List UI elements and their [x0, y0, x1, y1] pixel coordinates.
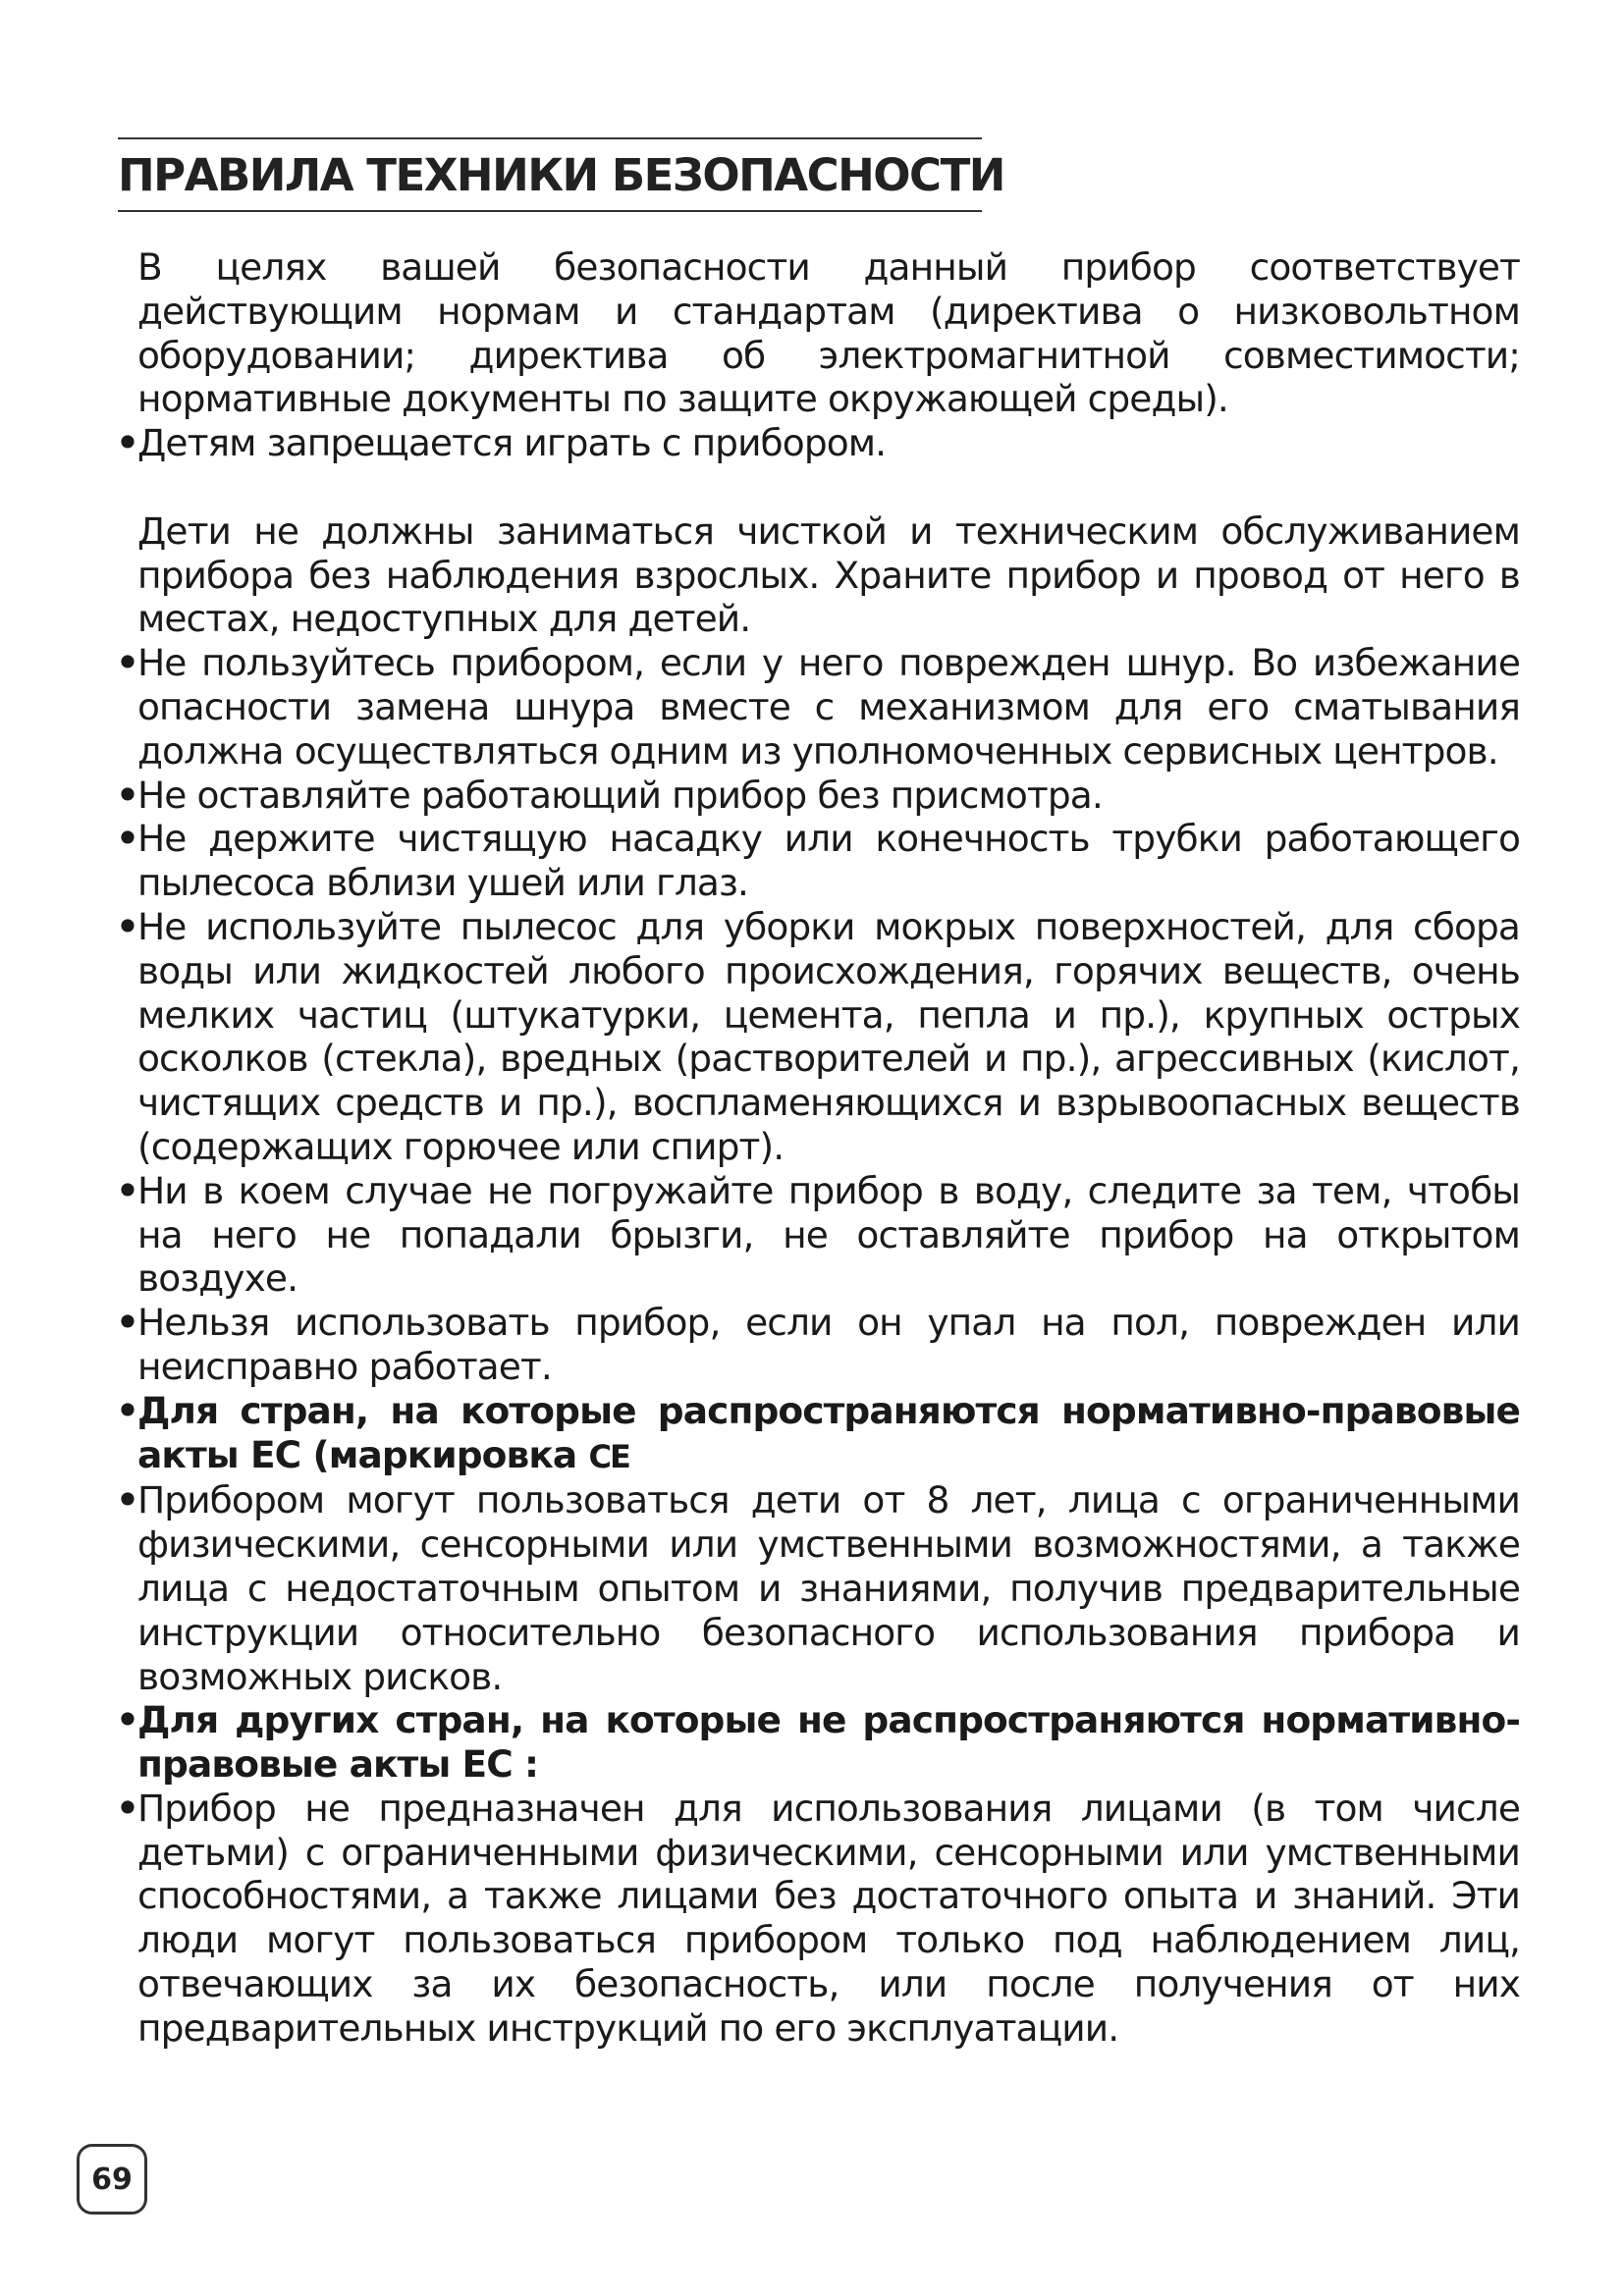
bullet-icon: •	[116, 817, 139, 861]
page-title: ПРАВИЛА ТЕХНИКИ БЕЗОПАСНОСТИ	[118, 149, 1004, 201]
intro-paragraph: В целях вашей безопасности данный прибор соответствует действующим нормам и стандартам (директива о низковольтном оборудовании; директива об электромагнитной совместимости; нормативные документы по защите окружающей среды).	[137, 245, 1520, 421]
bullet-icon: •	[116, 773, 139, 817]
bullet-icon: •	[116, 1786, 139, 1830]
eu-heading	[116, 1389, 1520, 1479]
eu-text	[116, 1478, 1520, 1698]
rule-text: Не используйте пылесос для уборки мокрых поверхностей, для сбора воды или жидкостей любого происхождения, горячих веществ, очень мелких частиц (штукатурки, цемента, пепла и пр.), крупных острых осколков (стекла), вредных (растворителей и пр.), агрессивных (кислот, чистящих средств и пр.), воспламеняющихся и взрывоопасных веществ (содержащих горючее или спирт).	[137, 904, 1520, 1168]
page-number: 69	[91, 2162, 133, 2197]
safety-rules-content	[116, 245, 1520, 2051]
rule-unattended	[116, 774, 1520, 818]
rule-nozzle-warning	[116, 817, 1520, 905]
rule-text: Не оставляйте работающий прибор без присмотра.	[137, 773, 1103, 817]
rule-dropped-device	[116, 1301, 1520, 1389]
page-number-badge	[77, 2144, 147, 2215]
non-eu-heading	[116, 1698, 1520, 1787]
rule-children-cleaning: Дети не должны заниматься чисткой и техническим обслуживанием прибора без наблюдения взрослых. Храните прибор и провод от него в местах, недоступных для детей.	[137, 508, 1520, 641]
bullet-icon: •	[116, 641, 139, 685]
bullet-icon: •	[116, 421, 139, 465]
rule-text: Ни в коем случае не погружайте прибор в воду, следите за тем, чтобы на него не попадали брызги, не оставляйте прибор на открытом воздухе.	[137, 1168, 1520, 1301]
rule-text: Детям запрещается играть с прибором.	[137, 421, 887, 465]
non-eu-heading-text: Для других стран, на которые не распространяются нормативно-правовые акты ЕС :	[137, 1698, 1520, 1787]
non-eu-text	[116, 1787, 1520, 2051]
rule-damaged-cord	[116, 641, 1520, 773]
rule-children-play	[116, 421, 1520, 465]
title-top-rule	[118, 137, 982, 139]
rule-text: Прибором могут пользоваться дети от 8 лет, лица с ограниченными физическими, сенсорными или умственными возможностями, а также лица с недостаточным опытом и знаниями, получив предварительные инструкции относительно безопасного использования прибора и возможных рисков.	[137, 1478, 1520, 1698]
bullet-icon: •	[116, 1388, 139, 1432]
ce-mark-icon: CE	[588, 1437, 629, 1475]
bullet-icon: •	[116, 1301, 139, 1345]
rule-text: Нельзя использовать прибор, если он упал на пол, поврежден или неисправно работает.	[137, 1301, 1520, 1388]
bullet-icon: •	[116, 904, 139, 948]
rule-text: Прибор не предназначен для использования лицами (в том числе детьми) с ограниченными физическими, сенсорными или умственными способностями, а также лицами без достаточного опыта и знаний. Эти люди могут пользоваться прибором только под наблюдением лиц, отвечающих за их безопасность, или после получения от них предварительных инструкций по его эксплуатации.	[137, 1786, 1520, 2050]
rule-water-immersion	[116, 1169, 1520, 1301]
bullet-icon: •	[116, 1478, 139, 1522]
rule-text: Не пользуйтесь прибором, если у него поврежден шнур. Во избежание опасности замена шнура вместе с механизмом для его сматывания должна осуществляться одним из уполномоченных сервисных центров.	[137, 641, 1520, 773]
bullet-icon: •	[116, 1168, 139, 1212]
title-bottom-rule	[118, 210, 982, 212]
rule-text: Не держите чистящую насадку или конечность трубки работающего пылесоса вблизи ушей или глаз.	[137, 817, 1520, 905]
eu-heading-text: Для стран, на которые распространяются нормативно-правовые акты ЕС (маркировка	[137, 1388, 1520, 1476]
bullet-icon: •	[116, 1698, 139, 1742]
rule-wet-surfaces	[116, 905, 1520, 1169]
